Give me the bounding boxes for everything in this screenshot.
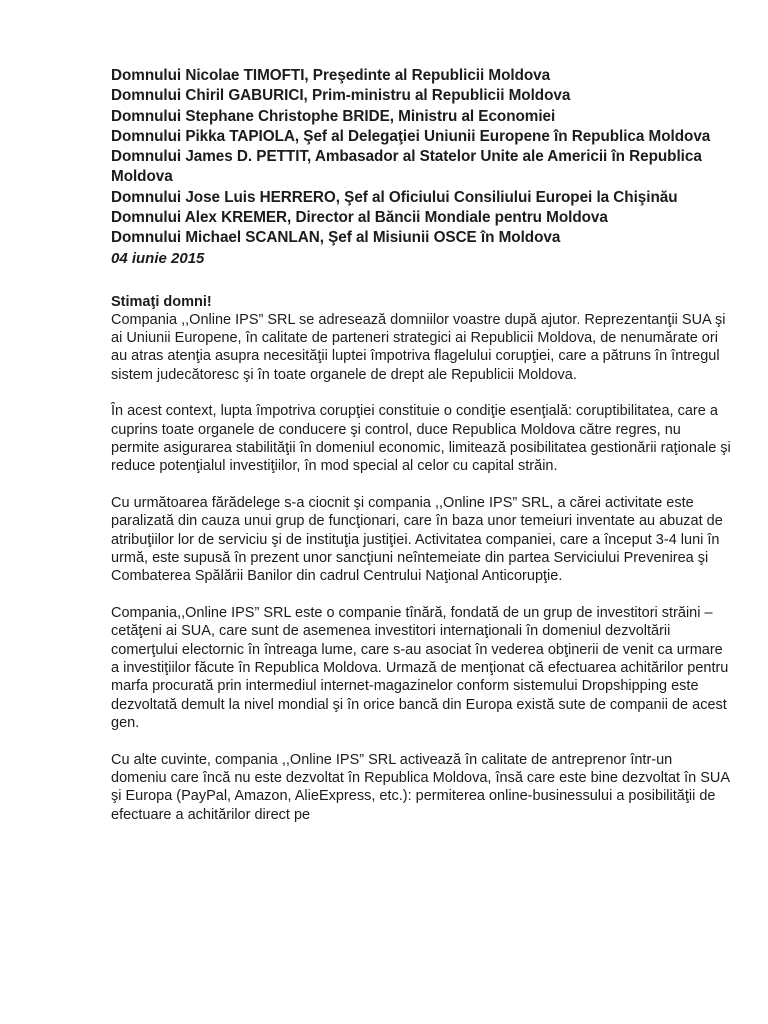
body-paragraph: Cu următoarea fărădelege s-a ciocnit şi compania ,,Online IPS” SRL, a cărei activitate este paralizată din cauza unui grup de funcţionari, care în baza unor temeiuri inventate au abuzat de atribuţiilor lor de serviciu şi de instituţia justiţiei. Activitatea companiei, care a început 3-4 luni în urmă, este supusă în prezent unor sancţiuni neîntemeiate din partea Serviciului Prevenirea şi Combaterea Spălării Banilor din cadrul Centrului Naţional Anticorupţie.	[111, 495, 723, 585]
addressee-line: Domnului Alex KREMER, Director al Băncii Mondiale pentru Moldova	[111, 209, 608, 227]
body-paragraph: În acest context, lupta împotriva corupţiei constituie o condiţie esenţială: coruptibilitatea, care a cuprins toate organele de conducere şi control, duce Republica Moldova către regres, nu permite asigurarea stabilităţii în domeniul economic, limitează posibilitatea gestionării raţionale şi reduce potenţialul investiţiilor, în mod special al celor cu capital străin.	[111, 403, 731, 475]
body-paragraph: Compania,,Online IPS” SRL este o companie tînără, fondată de un grup de investitori străini – cetăţeni ai SUA, care sunt de asemenea investitori internaţionali în domeniul dezvoltării comerţului electornic în întreaga lume, care s-au asociat în vederea obţinerii de venit ca urmare a investiţiilor făcute în Republica Moldova. Urmază de menţionat că efectuarea achitărilor pentru marfa procurată prin intermediul internet-magazinelor conform sistemului Dropshipping este dezvoltată demult la nivel mondial şi în orice bancă din Europa există sute de companii de acest gen.	[111, 605, 729, 731]
addressee-line: Domnului Nicolae TIMOFTI, Preşedinte al Republicii Moldova	[111, 67, 551, 84]
addressee-line: Domnului Michael SCANLAN, Şef al Misiunii OSCE în Moldova	[111, 229, 561, 247]
letter-date: 04 iunie 2015	[111, 249, 205, 267]
greeting: Stimaţi domni!	[111, 293, 212, 310]
addressee-line: Domnului James D. PETTIT, Ambasador al Statelor Unite ale Americii în Republica Moldova	[111, 148, 702, 186]
letter-body	[111, 311, 731, 824]
addressee-line: Domnului Jose Luis HERRERO, Şef al Oficiului Consiliului Europei la Chişinău	[111, 188, 678, 206]
addressee-line: Domnului Chiril GABURICI, Prim-ministru al Republicii Moldova	[111, 87, 571, 105]
body-paragraph: Compania ,,Online IPS” SRL se adresează domniilor voastre după ajutor. Reprezentanţii SUA şi ai Uniunii Europene, în calitate de parteneri strategici ai Republicii Moldova, de nenumărate ori au atras atenţia asupra necesităţii luptei împotriva flagelului corupţiei, care a pătruns în întregul sistem judecătoresc şi în toate organele de drept ale Republicii Moldova.	[111, 311, 726, 383]
addressee-line: Domnului Pikka TAPIOLA, Şef al Delegaţiei Uniunii Europene în Republica Moldova	[111, 127, 711, 145]
letter-page	[111, 66, 731, 842]
addressee-line: Domnului Stephane Christophe BRIDE, Ministru al Economiei	[111, 107, 556, 125]
body-paragraph: Cu alte cuvinte, compania ,,Online IPS” SRL activează în calitate de antreprenor într-un domeniu care încă nu este dezvoltat în Republica Moldova, însă care este bine dezvoltat în SUA şi Europa (PayPal, Amazon, AlieExpress, etc.): permiterea online-businessului a posibilităţii de efectuare a achitărilor direct pe	[111, 751, 730, 823]
addressee-list	[111, 66, 731, 249]
